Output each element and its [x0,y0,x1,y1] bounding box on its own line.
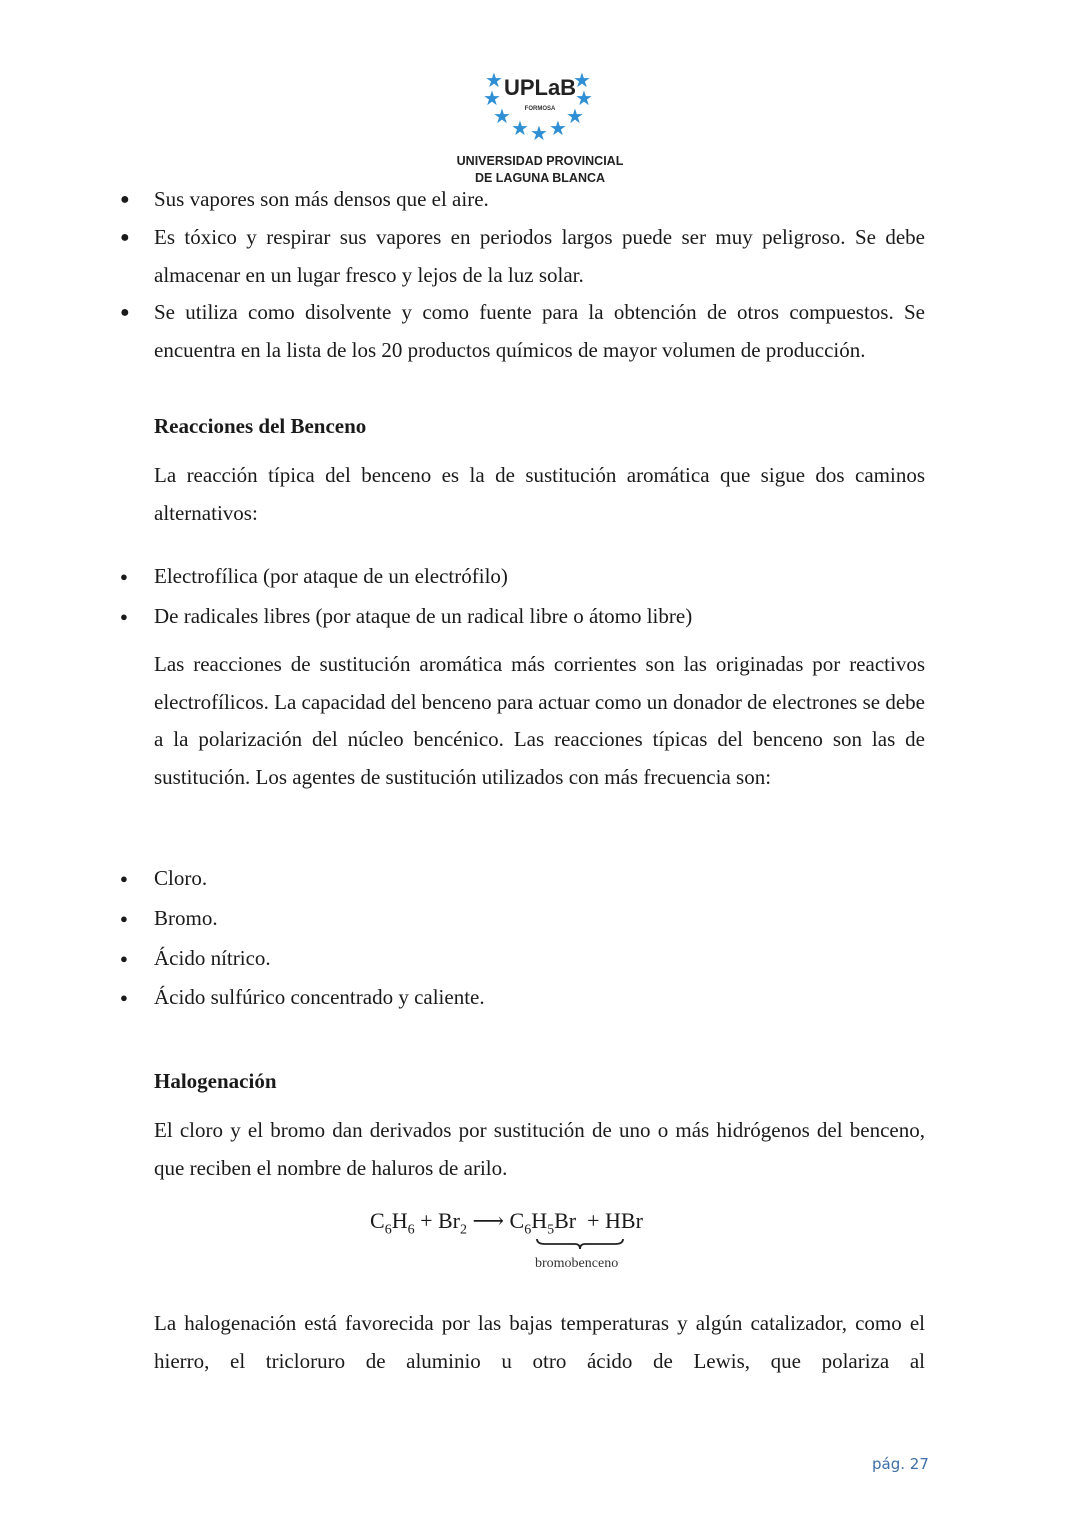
list-item: Ácido nítrico. [154,946,271,970]
bullet-icon: ● [120,569,128,584]
university-name: UNIVERSIDAD PROVINCIAL DE LAGUNA BLANCA [456,154,624,185]
paragraph: La halogenación está favorecida por las bajas temperaturas y algún catalizador, como el hierro, el tricloruro de aluminio u otro ácido de Lewis, que polariza al [154,1311,925,1373]
list-item: Sus vapores son más densos que el aire. [154,187,489,211]
underbrace-icon [535,1238,625,1250]
list-item: Se utiliza como disolvente y como fuente para la obtención de otros compuestos. Se encuentra en la lista de los 20 productos químicos de mayor volumen de producción. [154,300,925,362]
page-number: pág. 27 [872,1455,929,1473]
logo-sub: FORMOSA [524,106,556,112]
bullet-icon: ● [120,304,130,321]
paragraph: La reacción típica del benceno es la de sustitución aromática que sigue dos caminos alternativos: [154,463,925,525]
list-item: Bromo. [154,906,218,930]
equation-label: bromobenceno [535,1256,619,1271]
star-icon: ★ [575,88,593,110]
bullet-icon: ● [120,990,128,1005]
star-icon: ★ [530,123,548,145]
arrow-icon: ⟶ [472,1208,505,1233]
star-icon: ★ [566,106,584,128]
bullet-icon: ● [120,229,130,246]
chemical-equation: $C_6H_6 + Br_2$ ⟶ $C_6H_5Br$ + HBr bromobenceno [370,1208,643,1271]
list-item: Es tóxico y respirar sus vapores en periodos largos puede ser muy peligroso. Se debe almacenar en un lugar fresco y lejos de la luz solar. [154,225,925,287]
list-item: Cloro. [154,866,208,890]
star-icon: ★ [483,88,501,110]
star-icon: ★ [573,70,591,92]
list-item: De radicales libres (por ataque de un radical libre o átomo libre) [154,604,693,628]
star-icon: ★ [511,118,529,140]
paragraph: El cloro y el bromo dan derivados por sustitución de uno o más hidrógenos del benceno, que reciben el nombre de haluros de arilo. [154,1118,925,1180]
list-item: Ácido sulfúrico concentrado y caliente. [154,985,485,1009]
bullet-icon: ● [120,191,130,208]
bullet-icon: ● [120,911,128,926]
star-icon: ★ [485,70,503,92]
bullet-icon: ● [120,609,128,624]
star-icon: ★ [493,106,511,128]
section-heading: Reacciones del Benceno [154,414,367,438]
list-item: Electrofílica (por ataque de un electrófilo) [154,564,508,588]
bullet-icon: ● [120,871,128,886]
logo-name: UPLaB [503,75,577,100]
paragraph: Las reacciones de sustitución aromática más corrientes son las originadas por reactivos electrofílicos. La capacidad del benceno para actuar como un donador de electrones se debe a la polarización del núcleo bencénico. Las reacciones típicas del benceno son las de sustitución. Los agentes de sustitución utilizados con más frecuencia son: [154,652,925,790]
section-heading: Halogenación [154,1069,277,1093]
star-icon: ★ [549,118,567,140]
bullet-icon: ● [120,951,128,966]
